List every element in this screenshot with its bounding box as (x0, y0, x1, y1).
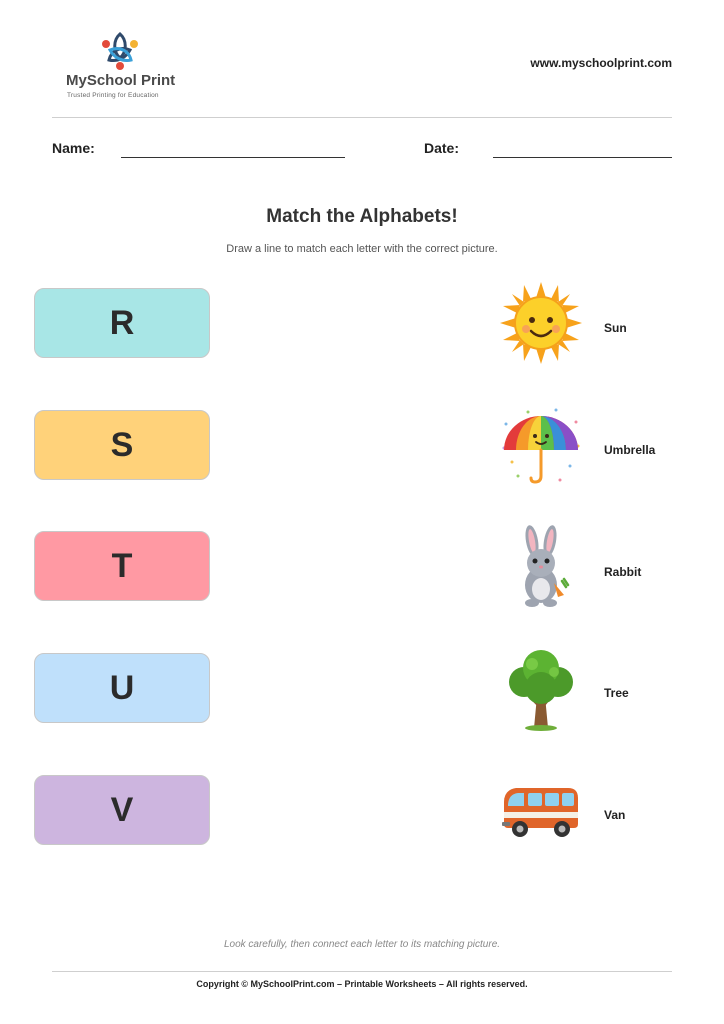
picture-label-tree: Tree (604, 686, 629, 700)
van-icon[interactable] (498, 768, 584, 854)
umbrella-icon[interactable] (498, 404, 584, 490)
worksheet-title: Match the Alphabets! (266, 206, 458, 227)
copyright-text: Copyright © MySchoolPrint.com – Printable Worksheets – All rights reserved. (196, 979, 528, 989)
logo-mark-icon (100, 30, 140, 70)
name-write-line[interactable] (121, 157, 345, 158)
letter-box-t[interactable]: T (34, 531, 210, 601)
footer-divider (52, 971, 672, 972)
worksheet-instructions: Draw a line to match each letter with the correct picture. (226, 243, 498, 255)
website-url: www.myschoolprint.com (530, 56, 672, 70)
footer-note: Look carefully, then connect each letter to its matching picture. (223, 939, 501, 950)
sun-icon[interactable] (498, 280, 584, 366)
brand-name: MySchool Print (66, 72, 176, 89)
date-write-line[interactable] (493, 157, 672, 158)
brand-tagline: Trusted Printing for Education (67, 92, 159, 99)
date-label: Date: (424, 140, 460, 156)
letter-box-s[interactable]: S (34, 410, 210, 480)
picture-label-umbrella: Umbrella (604, 443, 656, 457)
header-divider (52, 117, 672, 118)
letter-box-v[interactable]: V (34, 775, 210, 845)
name-label: Name: (52, 140, 95, 156)
picture-label-sun: Sun (604, 321, 627, 335)
picture-label-rabbit: Rabbit (604, 565, 642, 579)
tree-icon[interactable] (498, 646, 584, 732)
picture-label-van: Van (604, 808, 626, 822)
letter-box-u[interactable]: U (34, 653, 210, 723)
letter-box-r[interactable]: R (34, 288, 210, 358)
rabbit-icon[interactable] (498, 525, 584, 611)
